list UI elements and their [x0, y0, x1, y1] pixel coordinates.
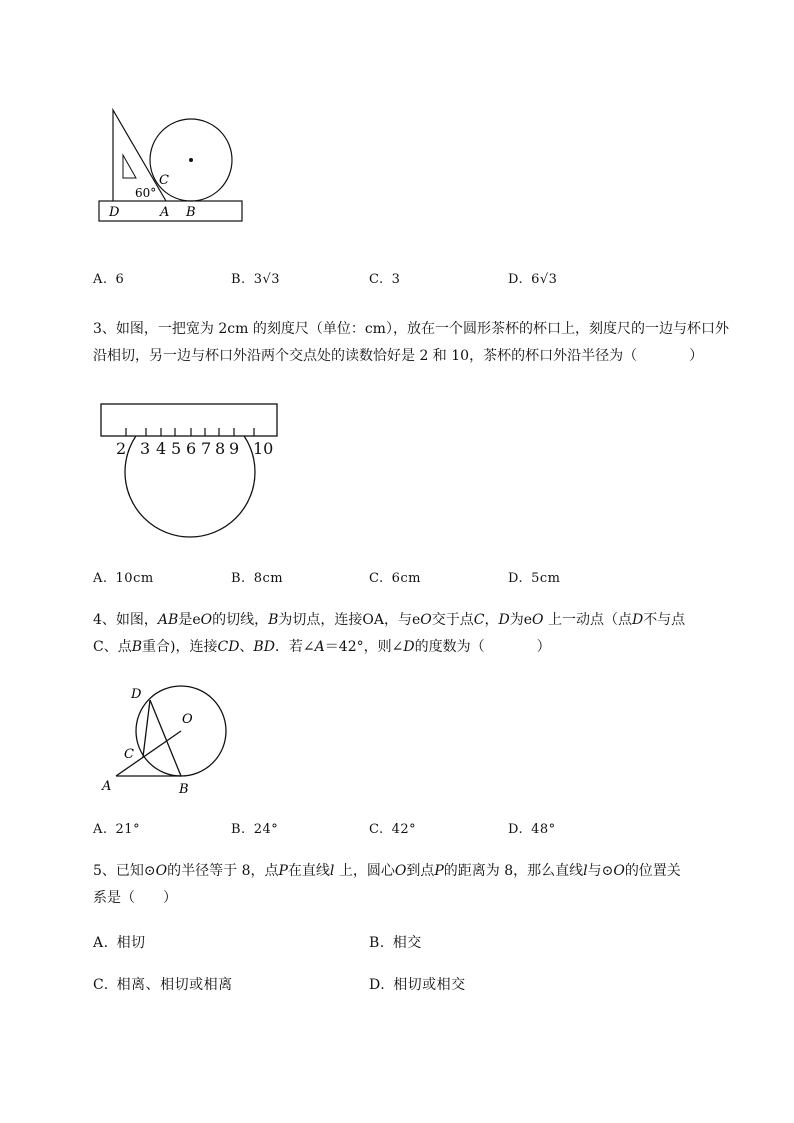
q3-option-d[interactable]: [508, 571, 560, 586]
option-value: 相切或相交: [393, 977, 466, 993]
option-letter: A.: [93, 571, 108, 586]
q4-option-a[interactable]: [93, 822, 140, 837]
q3-option-a[interactable]: [93, 571, 154, 586]
question-5: [93, 858, 753, 912]
label-point-D: D: [109, 205, 120, 220]
option-letter: A.: [93, 272, 108, 287]
label-point-A: A: [102, 779, 112, 794]
q4-option-d[interactable]: [508, 822, 556, 837]
q5-text-line-1: 5、已知⊙O的半径等于 8，点P在直线l 上，圆心O到点P的距离为 8，那么直线l与⊙O的位置关: [93, 863, 681, 879]
label-angle-60: 60°: [135, 186, 157, 200]
ruler-number: 6: [186, 439, 197, 458]
q5-option-a[interactable]: [93, 932, 146, 952]
q3-option-c[interactable]: [369, 571, 421, 586]
q5-option-d[interactable]: [369, 974, 466, 994]
option-value: 3: [391, 272, 401, 287]
label-point-B: B: [186, 205, 196, 220]
option-value: 6cm: [391, 571, 422, 586]
q4-text-line-1: 4、如图，AB是eO的切线，B为切点，连接OA，与eO交于点C，D为eO 上一动点（点D不与点: [93, 612, 686, 628]
option-letter: B.: [369, 935, 385, 951]
option-value: 6√3: [531, 272, 558, 287]
option-value: 8cm: [253, 571, 284, 586]
option-value: 5cm: [531, 571, 561, 586]
q3-close-paren: ）: [689, 348, 704, 364]
ruler-number: 3: [140, 439, 151, 458]
label-point-D: D: [131, 687, 142, 702]
ruler-number: 10: [253, 439, 274, 458]
option-letter: C.: [369, 571, 384, 586]
segment-BD: [150, 700, 181, 776]
q2-option-d[interactable]: [508, 272, 557, 287]
option-letter: C.: [93, 977, 109, 993]
ruler-number: 4: [156, 439, 167, 458]
q3-text-line-1: 3、如图，一把宽为 2cm 的刻度尺（单位：cm），放在一个圆形茶杯的杯口上，刻度尺的一边与杯口外: [93, 321, 729, 337]
ruler: [101, 404, 277, 436]
q4-text-line-2: C、点B重合)，连接CD、BD．若∠A＝42°，则∠D的度数为（ ）: [93, 639, 551, 655]
option-letter: C.: [369, 272, 384, 287]
option-value: 10cm: [115, 571, 154, 586]
option-value: 42°: [391, 822, 417, 837]
label-point-C: C: [159, 173, 169, 188]
figure-tangent-circle: [98, 680, 233, 800]
ruler-bar: [99, 201, 242, 221]
option-value: 相切: [116, 935, 146, 951]
q5-option-b[interactable]: [369, 932, 422, 952]
option-value: 21°: [115, 822, 141, 837]
ruler-number: 7: [201, 439, 212, 458]
ruler-number: 9: [229, 439, 240, 458]
option-letter: B.: [231, 822, 246, 837]
q3-text-line-2: 沿相切，另一边与杯口外沿两个交点处的读数恰好是 2 和 10，茶杯的杯口外沿半径为（: [93, 348, 638, 364]
question-4: [93, 607, 753, 661]
segment-CD: [143, 700, 150, 757]
circle-center-dot: [189, 158, 193, 162]
option-letter: B.: [231, 571, 246, 586]
option-value: 48°: [531, 822, 556, 837]
option-value: 相离、相切或相离: [116, 977, 233, 993]
option-letter: D.: [508, 272, 524, 287]
option-value: 相交: [392, 935, 422, 951]
label-point-O: O: [182, 712, 193, 727]
q2-option-a[interactable]: [93, 272, 124, 287]
q4-option-b[interactable]: [231, 822, 278, 837]
option-letter: A.: [93, 822, 108, 837]
label-point-C: C: [124, 747, 134, 762]
option-value: 24°: [253, 822, 279, 837]
option-value: 3√3: [253, 272, 281, 287]
label-point-B: B: [179, 782, 189, 797]
option-value: 6: [115, 272, 125, 287]
q4-option-c[interactable]: [369, 822, 416, 837]
q5-text-line-2: 系是（ ）: [93, 890, 177, 906]
option-letter: B.: [231, 272, 246, 287]
q2-option-b[interactable]: [231, 272, 280, 287]
option-letter: D.: [369, 977, 386, 993]
ruler-number: 5: [171, 439, 182, 458]
figure-set-square-circle: [90, 100, 260, 230]
question-3: [93, 316, 753, 370]
ruler-number: 2: [116, 439, 127, 458]
q2-option-c[interactable]: [369, 272, 400, 287]
label-point-A: A: [160, 205, 170, 220]
option-letter: D.: [508, 822, 524, 837]
q5-option-c[interactable]: [93, 974, 233, 994]
figure-ruler-cup: [95, 398, 285, 538]
ruler-number: 8: [215, 439, 226, 458]
q3-option-b[interactable]: [231, 571, 283, 586]
option-letter: C.: [369, 822, 384, 837]
option-letter: A.: [93, 935, 109, 951]
option-letter: D.: [508, 571, 524, 586]
